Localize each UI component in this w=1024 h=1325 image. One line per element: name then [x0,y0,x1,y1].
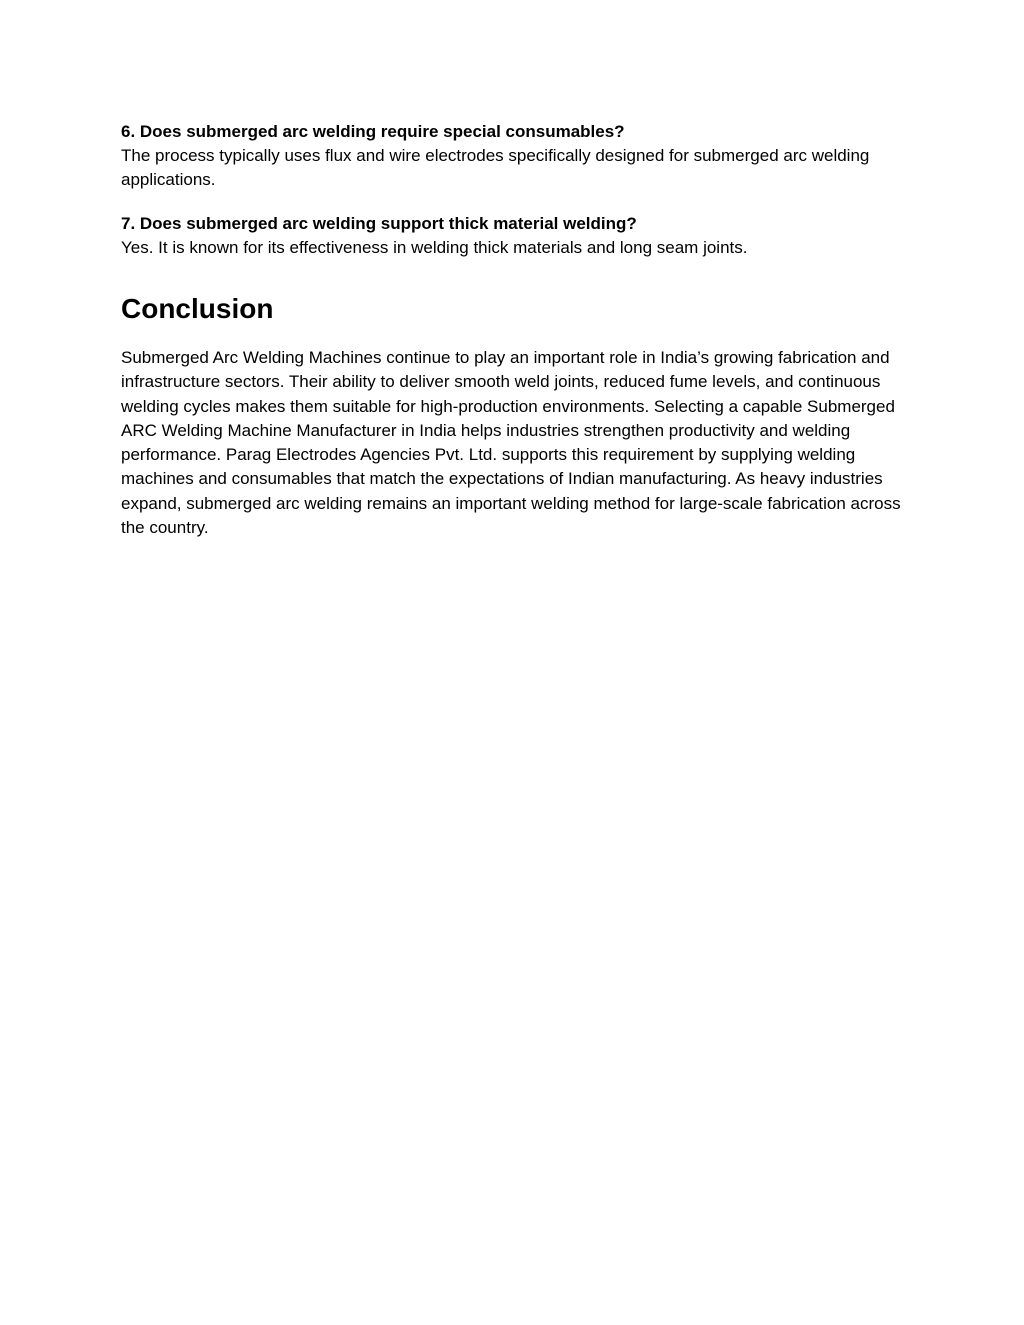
conclusion-paragraph: Submerged Arc Welding Machines continue to play an important role in India’s growing fabrication and infrastructure sectors. Their ability to deliver smooth weld joints, reduced fume levels, and continuous welding cycles makes them suitable for high-production environments. Selecting a capable Submerged ARC Welding Machine Manufacturer in India helps industries strengthen productivity and welding performance. Parag Electrodes Agencies Pvt. Ltd. supports this requirement by supplying welding machines and consumables that match the expectations of Indian manufacturing. As heavy industries expand, submerged arc welding remains an important welding method for large-scale fabrication across the country. [121,348,901,538]
faq-item-6 [121,120,911,192]
faq-question: 7. Does submerged arc welding support thick material welding? [121,214,637,233]
faq-question: 6. Does submerged arc welding require special consumables? [121,122,625,141]
conclusion-heading: Conclusion [121,293,274,324]
faq-answer: The process typically uses flux and wire electrodes specifically designed for submerged arc welding applications. [121,146,870,189]
document-content [121,120,911,540]
faq-answer: Yes. It is known for its effectiveness in welding thick materials and long seam joints. [121,238,748,257]
faq-item-7 [121,212,911,260]
